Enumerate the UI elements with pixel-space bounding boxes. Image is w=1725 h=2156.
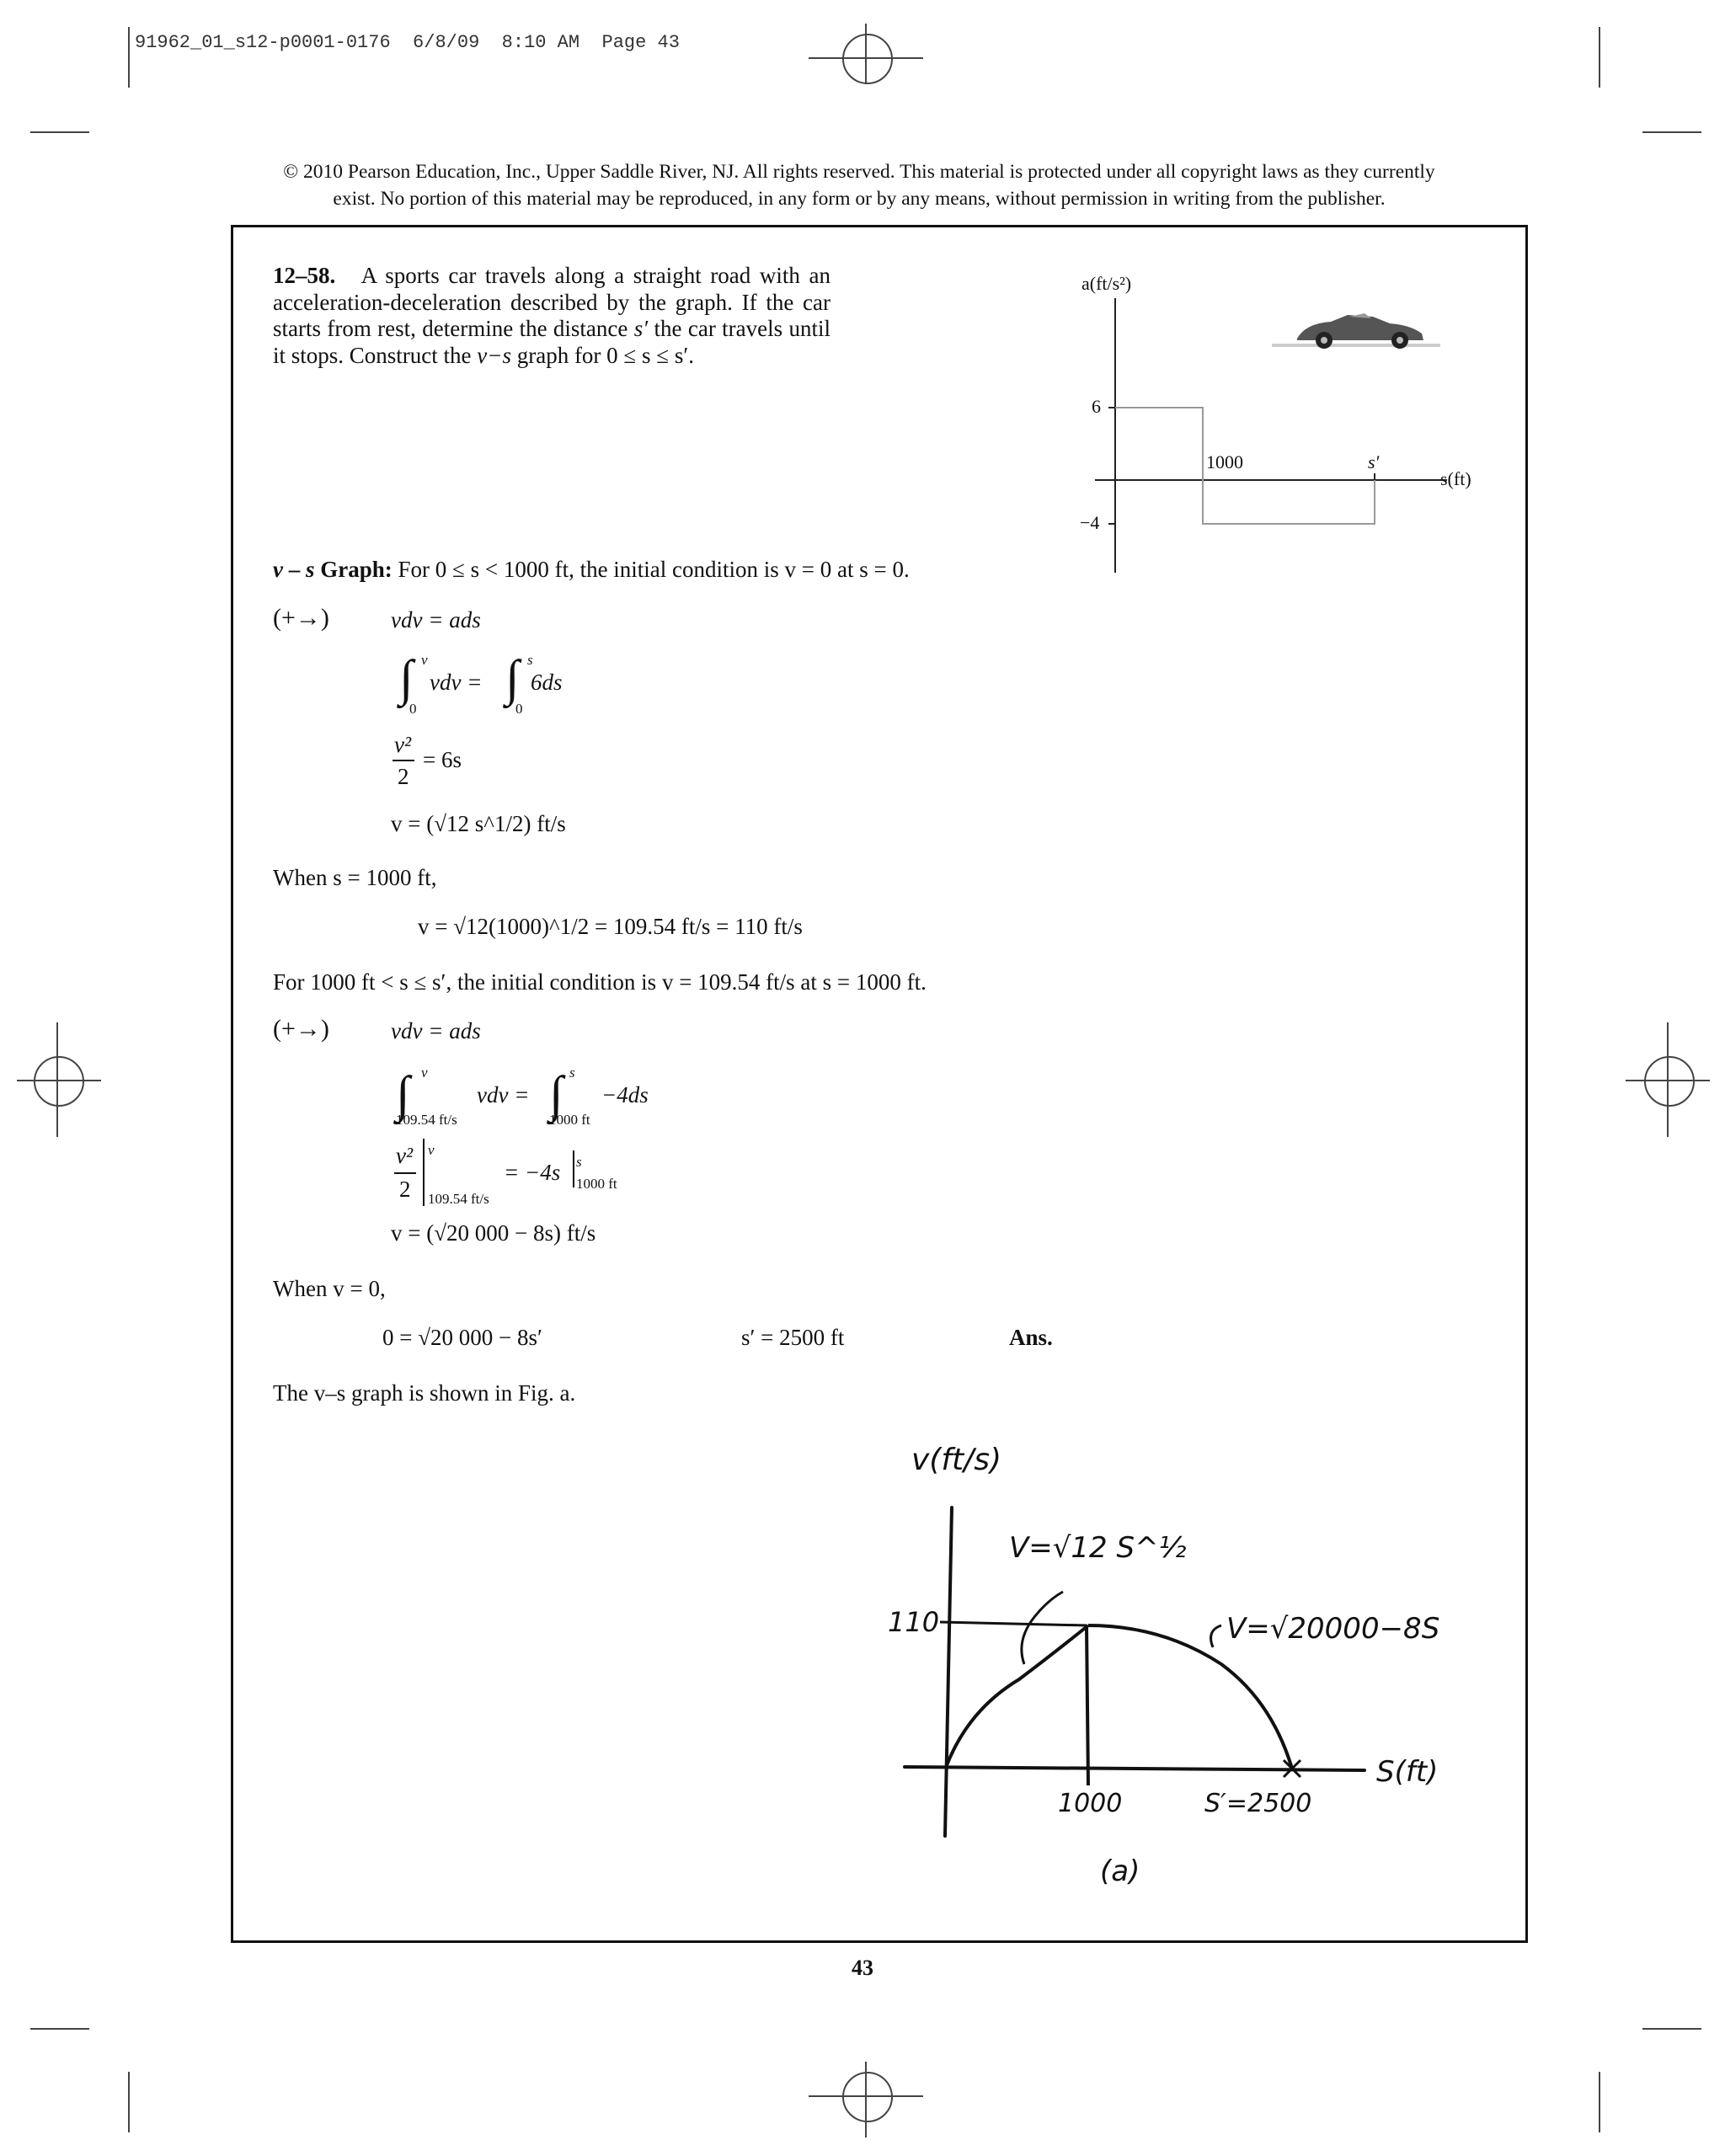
equation: = 6s bbox=[423, 747, 462, 772]
s-tick-label: 1000 bbox=[1206, 451, 1243, 472]
v-axis-label: v(ft/s) bbox=[911, 1443, 1002, 1477]
integral-limit: 0 bbox=[409, 701, 417, 717]
integral-sign: ∫ bbox=[549, 1066, 563, 1122]
crop-mark bbox=[128, 27, 130, 88]
fraction-denominator: 2 bbox=[398, 764, 409, 789]
deceleration-segment bbox=[1203, 480, 1375, 524]
integral-limit: v bbox=[421, 652, 428, 668]
problem-number: 12–58. bbox=[273, 263, 336, 288]
integral-limit: 1000 ft bbox=[549, 1112, 590, 1128]
fraction-numerator: v² bbox=[394, 732, 412, 757]
sign-convention: (+→) bbox=[273, 604, 329, 632]
curve-accelerating bbox=[947, 1625, 1088, 1765]
integral-limit: s bbox=[569, 1065, 575, 1081]
solution-intro-text: For 0 ≤ s < 1000 ft, the initial condition is v = 0 at s = 0. bbox=[398, 557, 910, 582]
registration-mark bbox=[842, 2072, 893, 2122]
figure-caption: (a) bbox=[1100, 1854, 1140, 1888]
page-number: 43 bbox=[852, 1956, 873, 1980]
registration-mark-line bbox=[1667, 1022, 1669, 1137]
integral-limit: s bbox=[527, 652, 533, 668]
integral-limit: v bbox=[421, 1065, 428, 1081]
problem-variable: v−s bbox=[477, 342, 511, 368]
crop-mark bbox=[1599, 2072, 1600, 2132]
integral-sign: ∫ bbox=[396, 1066, 410, 1122]
fraction-denominator: 2 bbox=[399, 1177, 411, 1202]
s-axis-label: s(ft) bbox=[1440, 468, 1471, 489]
equation: 0 = √20 000 − 8s′ bbox=[382, 1325, 542, 1350]
s-tick-label: s′ bbox=[1368, 451, 1380, 472]
v-s-graph bbox=[876, 1499, 1499, 1853]
equation: −4ds bbox=[601, 1082, 649, 1107]
registration-mark-line bbox=[865, 24, 867, 84]
registration-mark-line bbox=[865, 2062, 867, 2137]
integral-limit: 0 bbox=[515, 701, 523, 717]
crop-mark bbox=[30, 131, 89, 133]
v-axis bbox=[945, 1508, 952, 1836]
print-slug: 91962_01_s12-p0001-0176 6/8/09 8:10 AM Page 43 bbox=[135, 32, 680, 53]
leader-line bbox=[1022, 1592, 1063, 1664]
final-result: s′ = 2500 ft bbox=[741, 1325, 845, 1350]
crop-mark bbox=[30, 2028, 89, 2030]
equation: 6ds bbox=[531, 670, 563, 695]
tick-110 bbox=[940, 1622, 1087, 1625]
a-tick-label: −4 bbox=[1080, 512, 1100, 533]
copyright-line: © 2010 Pearson Education, Inc., Upper Saddle River, NJ. All rights reserved. This material is protected under all copyright laws as they currently bbox=[283, 161, 1435, 183]
condition-text: For 1000 ft < s ≤ s′, the initial condition is v = 109.54 ft/s at s = 1000 ft. bbox=[273, 969, 927, 995]
s-axis-label: S(ft) bbox=[1376, 1755, 1439, 1789]
registration-mark bbox=[34, 1056, 84, 1107]
curve-label: V=√12 S^½ bbox=[1009, 1531, 1187, 1565]
evaluation-bar bbox=[573, 1150, 574, 1187]
evaluation-bar bbox=[423, 1139, 425, 1206]
a-s-graph bbox=[1070, 286, 1508, 581]
crop-mark bbox=[1599, 27, 1600, 88]
crop-mark bbox=[128, 2072, 130, 2132]
registration-mark bbox=[842, 34, 893, 84]
integral-limit: 109.54 ft/s bbox=[396, 1112, 457, 1128]
condition-text: When v = 0, bbox=[273, 1276, 386, 1301]
solution-intro: v – s Graph: For 0 ≤ s < 1000 ft, the initial condition is v = 0 at s = 0. bbox=[273, 557, 910, 582]
crop-mark bbox=[1642, 2028, 1701, 2030]
problem-variable: s′ bbox=[633, 316, 649, 341]
answer-label: Ans. bbox=[1009, 1325, 1053, 1350]
copyright-line: exist. No portion of this material may be reproduced, in any form or by any means, without permission in writing from the publisher. bbox=[333, 188, 1386, 210]
problem-text: graph for 0 ≤ s ≤ s′. bbox=[510, 342, 694, 368]
copyright-notice bbox=[236, 158, 1482, 212]
sign-convention: (+→) bbox=[273, 1015, 329, 1043]
curve-decelerating bbox=[1088, 1625, 1292, 1769]
registration-mark-line bbox=[56, 1022, 58, 1137]
equation: = −4s bbox=[504, 1160, 561, 1185]
equation: v = √12(1000)^1/2 = 109.54 ft/s = 110 ft/s bbox=[418, 914, 803, 939]
v-tick-label: 110 bbox=[888, 1606, 940, 1638]
s-tick-label: 1000 bbox=[1058, 1789, 1123, 1818]
a-tick-label: 6 bbox=[1092, 396, 1101, 417]
equation: vdv = ads bbox=[391, 607, 481, 632]
tick-1000 bbox=[1087, 1625, 1088, 1785]
fraction-numerator: v² bbox=[396, 1143, 414, 1168]
condition-text: When s = 1000 ft, bbox=[273, 865, 437, 890]
acceleration-segment bbox=[1115, 408, 1203, 480]
problem-statement bbox=[273, 263, 830, 369]
integral-limit: s bbox=[576, 1154, 582, 1170]
s-tick-label: S′=2500 bbox=[1204, 1789, 1312, 1818]
integral-sign: ∫ bbox=[399, 650, 414, 706]
equation: v = (√20 000 − 8s) ft/s bbox=[391, 1220, 596, 1246]
integral-sign: ∫ bbox=[505, 650, 520, 706]
equation: vdv = bbox=[477, 1082, 530, 1107]
integral-limit: 109.54 ft/s bbox=[428, 1191, 489, 1207]
integral-limit: 1000 ft bbox=[576, 1176, 617, 1192]
crop-mark bbox=[1642, 131, 1701, 133]
equation: vdv = ads bbox=[391, 1018, 481, 1043]
problem-text: A sports car travels along a straight road with an acceleration-deceleration described by the graph. If the car starts from rest, determine the distance bbox=[273, 263, 830, 341]
registration-mark-line bbox=[17, 1080, 101, 1081]
figure-reference: The v–s graph is shown in Fig. a. bbox=[273, 1380, 576, 1406]
curve-label: V=√20000−8S bbox=[1226, 1612, 1440, 1646]
registration-mark bbox=[1644, 1056, 1695, 1107]
leader-line bbox=[1211, 1625, 1221, 1647]
equation: vdv = bbox=[430, 670, 483, 695]
a-axis-label: a(ft/s²) bbox=[1081, 273, 1132, 294]
s-axis bbox=[905, 1767, 1365, 1770]
problem-text: the car travels until it stops. Construct the bbox=[273, 316, 830, 368]
integral-limit: v bbox=[428, 1142, 435, 1158]
equation: v = (√12 s^1/2) ft/s bbox=[391, 811, 566, 836]
